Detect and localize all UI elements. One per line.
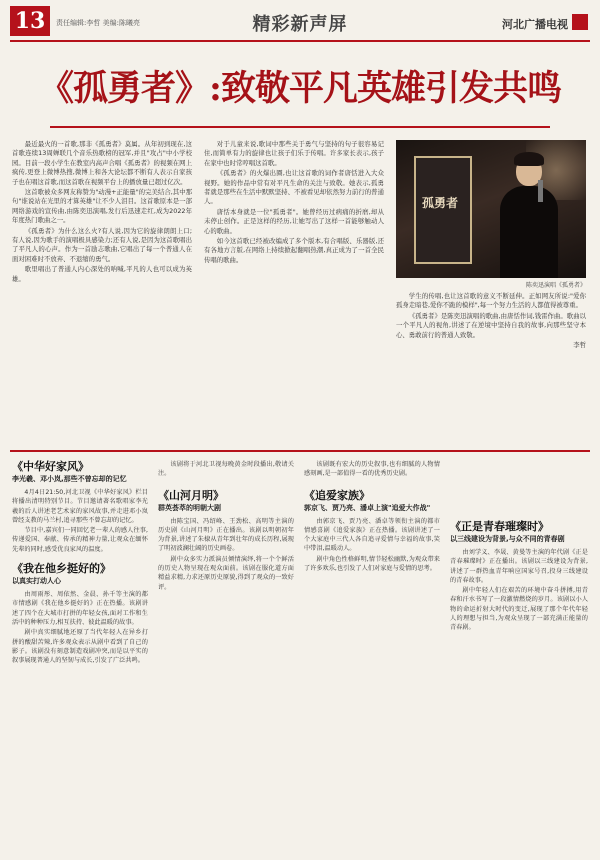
page-header (10, 4, 590, 42)
story-title: 《中华好家风》 (12, 460, 89, 473)
story-title: 《山河月明》 (158, 488, 224, 502)
paragraph: 歌里唱出了普通人内心深处的呐喊,平凡的人也可以成为英雄。 (12, 265, 192, 283)
photo-caption: 陈奕迅演唱《孤勇者》 (525, 282, 586, 289)
paragraph: 这首歌被众多网友称赞为"动漫+正能量"的完美结合,其中那句"谁说站在光里的才算英雄"让不少人泪目。这首歌原本是一部网络游戏的宣传曲,由陈奕迅演唱,发行后迅速走红,成为2022年年度热门歌曲之一。 (12, 188, 192, 225)
story-zhuiai-jiazu (304, 489, 440, 574)
section-divider (10, 450, 590, 452)
paragraph: 唐恬本身就是一位"孤勇者"。她曾经历过病痛的折磨,却从未停止创作。正是这样的经历,让她写出了这样一首能够触动人心的歌曲。 (204, 207, 384, 235)
paragraph: 由陈宝国、冯绍峰、王劲松、高明等主演的历史剧《山河月明》正在播出。该剧以明朝初年为背景,讲述了朱棣从青年到壮年的成长历程,展现了明初波澜壮阔的历史画卷。 (158, 517, 294, 553)
paragraph: 由周雨彤、周依然、金晨、孙千等主演的都市情感剧《我在他乡挺好的》正在热播。该剧讲述了四个在大城市打拼的年轻女孩,面对工作和生活中的种种压力,相互扶持、彼此温暖的故事。 (12, 591, 148, 626)
paragraph: 《孤勇者》为什么这么火?有人说,因为它的旋律朗朗上口;有人说,因为歌手的演唱极具感染力;还有人说,是因为这首歌唱出了平凡人的心声。作为一首励志歌曲,它唱出了每一个普通人在面对困难时不放弃、不退缩的勇气。 (12, 226, 192, 263)
story-subtitle: 李光羲、邓小岚,那些不曾忘却的记忆 (12, 475, 127, 483)
paragraph: 剧中众多实力派演员倾情演绎,将一个个鲜活的历史人物呈现在观众面前。该剧在服化道方面精益求精,力求还原历史原貌,得到了观众的一致好评。 (158, 555, 294, 591)
paragraph: 该剧将于河北卫视每晚黄金时段播出,敬请关注。 (158, 461, 294, 478)
story-wozai-taxiang (12, 562, 148, 665)
feature-column-3 (396, 292, 586, 444)
paragraph: 对于儿童来说,歌词中那些关于勇气与坚持的句子很容易记住,而简单有力的旋律也让孩子们乐于传唱。许多家长表示,孩子在家中也时常哼唱这首歌。 (204, 140, 384, 167)
paragraph: 最近最火的一首歌,那非《孤勇者》莫属。从年初到现在,这首歌连续13周蝉联几个音乐热歌榜的冠军,并且"攻占"中小学校园。目前一段小学生在教室内高声合唱《孤勇者》的视频在网上疯传,更登上微博热搜,微博上和各大论坛都不断有人表示自家孩子也在唱这首歌,而这首歌在视频平台上的播放量已超过亿次。 (12, 140, 192, 186)
feature-column-1 (12, 140, 192, 444)
paper-name: 河北广播电视 (502, 18, 568, 31)
page-number: 13 (10, 6, 50, 36)
feature-column-2 (204, 140, 384, 444)
paragraph: 剧中真实细腻地还原了当代年轻人在异乡打拼的酸甜苦辣,许多观众表示从剧中看到了自己的影子。该剧没有刻意制造戏剧冲突,而是以平实的叙事展现普通人的坚韧与成长,引发了广泛共鸣。 (12, 629, 148, 665)
paragraph: 4月4日21:50,河北卫视《中华好家风》栏目将播出清明特别节目。节目邀请著名歌唱家李光羲的后人讲述老艺术家的家风故事,并走进邓小岚曾经支教的马兰村,追寻那些不曾忘却的记忆。 (12, 489, 148, 524)
paragraph: 如今这首歌已经被改编成了多个版本,有合唱版、乐器版,还有各地方言版,在网络上持续掀起翻唱热潮,真正成为了一首全民传唱的歌曲。 (204, 237, 384, 264)
bottom-column-1 (12, 460, 148, 852)
microphone-icon (538, 180, 543, 202)
story-title: 《追爱家族》 (304, 488, 370, 502)
paragraph: 《孤勇者》是陈奕迅演唱的歌曲,由唐恬作词,钱雷作曲。歌曲以一个平凡人的视角,讲述了在逆境中坚持自我的故事,向那些坚守本心、勇敢前行的普通人致敬。 (396, 311, 586, 339)
headline: 《孤勇者》:致敬平凡英雄引发共鸣 (39, 68, 561, 109)
paragraph: 《孤勇者》的火爆出圈,也让这首歌的词作者唐恬进入大众视野。她的作品中常有对平凡生命的关注与致敬。她表示,孤勇者就是那些在生活中默默坚持、不被看见却依然努力前行的普通人。 (204, 169, 384, 206)
paragraph: 剧中年轻人们在艰苦的环境中奋斗拼搏,用青春和汗水书写了一段激情燃烧的岁月。该剧以小人物的命运折射大时代的变迁,展现了那个年代年轻人的理想与担当,为观众呈现了一部充满正能量的青春剧。 (450, 587, 588, 632)
paragraph: 由刘学义、李晟、黄曼等主演的年代剧《正是青春璀璨时》正在播出。该剧以三线建设为背景,讲述了一群热血青年响应国家号召,投身三线建设的青春故事。 (450, 549, 588, 584)
story-shanhe-yueming (158, 489, 294, 592)
story-qingchun-cuican (450, 520, 588, 633)
bottom-column-3 (304, 460, 440, 852)
poster-title: 孤勇者 (422, 196, 459, 210)
section-title: 精彩新声屏 (252, 14, 348, 35)
headline-rule (50, 126, 550, 128)
paragraph: 由郭京飞、贾乃亮、潘卓等领衔主演的都市情感喜剧《追爱家族》正在热播。该剧讲述了一个大家庭中三代人各自追寻爱情与幸福的故事,笑中带泪,温暖动人。 (304, 517, 440, 553)
story-title: 《正是青春璀璨时》 (450, 520, 549, 533)
story-subtitle: 以三线建设为背景,与众不同的青春剧 (450, 535, 565, 543)
bottom-column-4 (450, 460, 588, 852)
paragraph: 学生的传唱,也让这首歌的意义不断延伸。正如网友所说:"爱你孤身走暗巷,爱你不跪的模样",每一个努力生活的人都值得被尊重。 (396, 292, 586, 310)
author: 李哲 (573, 341, 586, 350)
paragraph: 该剧既有宏大的历史叙事,也有细腻的人物情感刻画,是一部值得一看的优秀历史剧。 (304, 461, 440, 478)
editor-credits: 责任编辑:李哲 美编:陈曦亮 (56, 19, 140, 27)
logo-mark-icon (572, 14, 588, 30)
concert-photo (396, 140, 586, 278)
story-subtitle: 郭京飞、贾乃亮、潘卓上演"追爱大作战" (304, 503, 431, 512)
story-subtitle: 群英荟萃的明朝大剧 (158, 503, 221, 512)
story-title: 《我在他乡挺好的》 (12, 562, 111, 576)
paragraph: 节目中,嘉宾们一同回忆老一辈人的感人往事,传递爱国、奉献、传承的精神力量,让观众在缅怀先辈的同时,感受优良家风的温度。 (12, 527, 148, 553)
paragraph: 剧中角色性格鲜明,情节轻松幽默,为观众带来了许多欢乐,也引发了人们对家庭与爱情的思考。 (304, 555, 440, 573)
singer-figure (494, 150, 564, 278)
bottom-column-2 (158, 460, 294, 852)
story-subtitle: 以真实打动人心 (12, 577, 61, 586)
poster-frame (414, 156, 472, 264)
story-zhonghua-haojiafeng (12, 460, 148, 554)
